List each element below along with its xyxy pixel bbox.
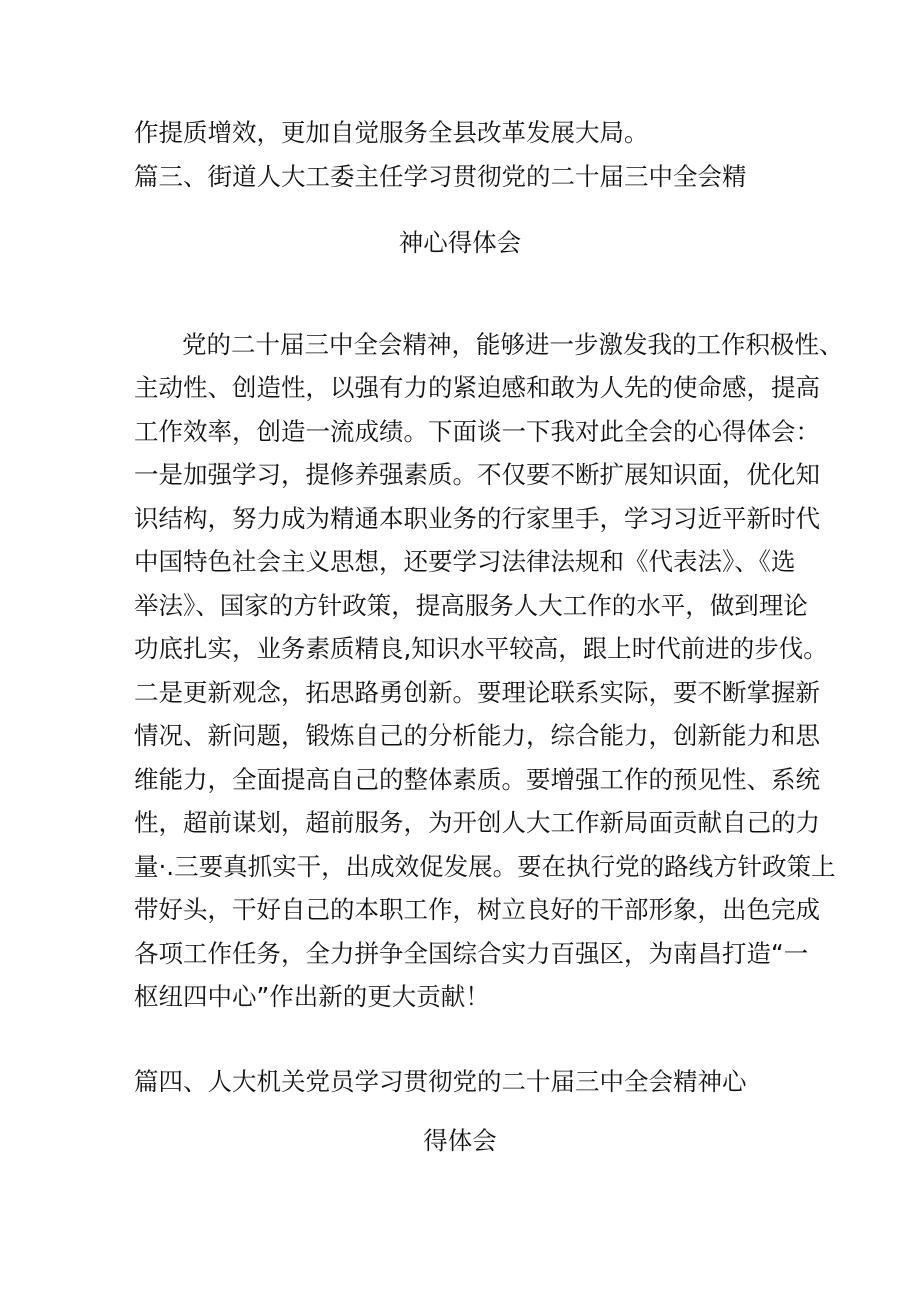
- section3-paragraph-line: 量·.三要真抓实干，出成效促发展。要在执行党的路线方针政策上: [134, 852, 836, 881]
- section3-paragraph-line: 性，超前谋划，超前服务，为开创人大工作新局面贡献自己的力: [134, 808, 820, 837]
- section3-paragraph-line: 带好头，干好自己的本职工作，树立良好的干部形象，出色完成: [134, 895, 820, 924]
- section3-title-line2: 神心得体会: [398, 228, 522, 257]
- section3-paragraph-line: 情况、新问题，锻炼自己的分析能力，综合能力，创新能力和思: [134, 721, 820, 750]
- section3-paragraph-line: 工作效率，创造一流成绩。下面谈一下我对此全会的心得体会：: [134, 417, 820, 446]
- section4-title-line1: 篇四、人大机关党员学习贯彻党的二十届三中全会精神心: [134, 1067, 747, 1096]
- section3-title-line1: 篇三、街道人大工委主任学习贯彻党的二十届三中全会精: [134, 162, 747, 191]
- section4-title-line2: 得体会: [423, 1126, 497, 1155]
- section3-paragraph-line: 举法》、国家的方针政策，提高服务人大工作的水平，做到理论: [134, 591, 808, 620]
- section3-paragraph-line: 功底扎实，业务素质精良,知识水平较高，跟上时代前进的步伐。: [134, 634, 828, 663]
- section3-paragraph-line: 枢纽四中心”作出新的更大贡献！: [134, 982, 490, 1011]
- section3-paragraph-line: 各项工作任务，全力拼争全国综合实力百强区，为南昌打造“一: [134, 939, 809, 968]
- section3-paragraph-line: 一是加强学习，提修养强素质。不仅要不断扩展知识面，优化知: [134, 460, 820, 489]
- section3-paragraph-line: 中国特色社会主义思想，还要学习法律法规和《代表法》、《选: [134, 547, 796, 576]
- previous-section-tail: 作提质增效，更加自觉服务全县改革发展大局。: [134, 118, 649, 147]
- section3-paragraph-line: 主动性、创造性，以强有力的紧迫感和敢为人先的使命感，提高: [134, 373, 820, 402]
- section3-paragraph-line: 识结构，努力成为精通本职业务的行家里手，学习习近平新时代: [134, 504, 820, 533]
- section3-paragraph-line: 维能力，全面提高自己的整体素质。要增强工作的预见性、系统: [134, 765, 820, 794]
- section3-paragraph-line: 党的二十届三中全会精神，能够进一步激发我的工作积极性、: [182, 330, 844, 359]
- section3-paragraph-line: 二是更新观念，拓思路勇创新。要理论联系实际，要不断掌握新: [134, 678, 820, 707]
